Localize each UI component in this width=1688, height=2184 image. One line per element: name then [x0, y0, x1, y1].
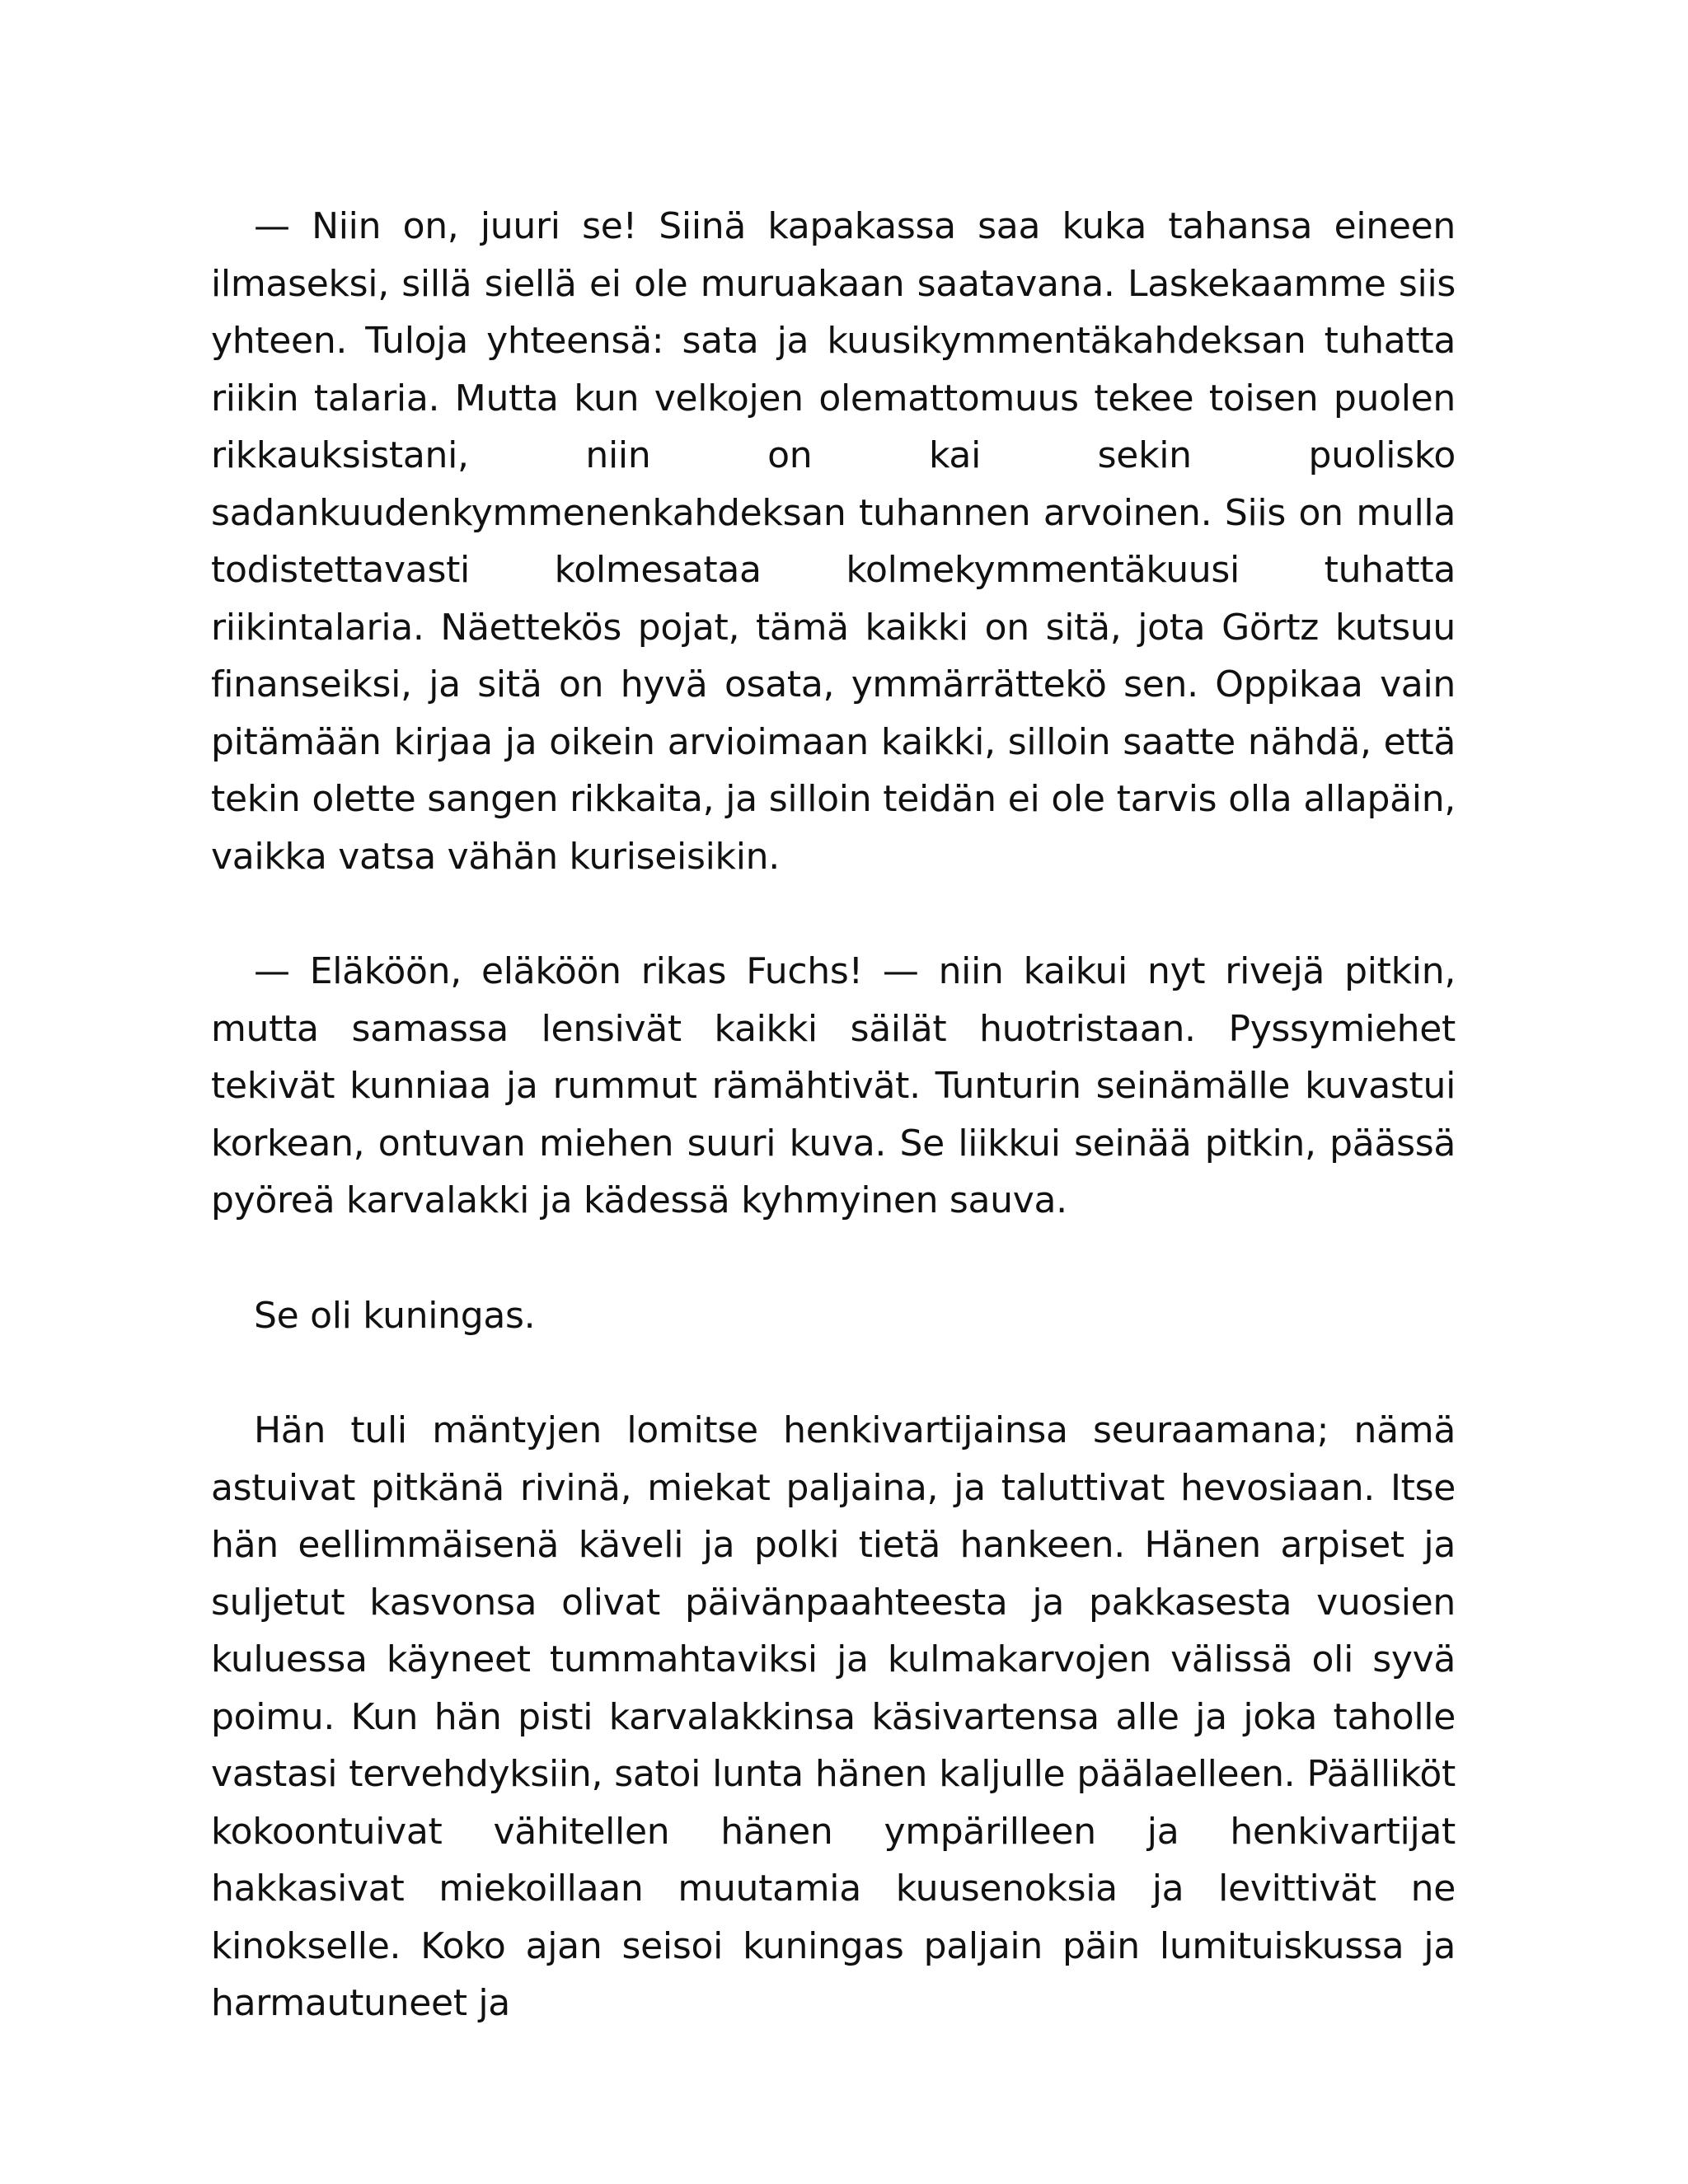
paragraph-4: Hän tuli mäntyjen lomitse henkivartijainsa seuraamana; nämä astuivat pitkänä rivinä, miekat paljaina, ja taluttivat hevosiaan. Itse hän eellimmäisenä käveli ja polki tietä hankeen. Hänen arpiset ja suljetut kasvonsa olivat päivänpaahteesta ja pakkasesta vuosien kuluessa käyneet tummahtaviksi ja kulmakarvojen välissä oli syvä poimu. Kun hän pisti karvalakkinsa käsivartensa alle ja joka taholle vastasi tervehdyksiin, satoi lunta hänen kaljulle päälaelleen. Päälliköt kokoontuivat vähitellen hänen ympärilleen ja henkivartijat hakkasivat miekoillaan muutamia kuusenoksia ja levittivät ne kinokselle. Koko ajan seisoi kuningas paljain päin lumituiskussa ja harmautuneet ja — [211, 1409, 1456, 2024]
paragraph-1: — Niin on, juuri se! Siinä kapakassa saa kuka tahansa eineen ilmaseksi, sillä siellä ei ole muruakaan saatavana. Laskekaamme siis yhteen. Tuloja yhteensä: sata ja kuusikymmentäkahdeksan tuhatta riikin talaria. Mutta kun velkojen olemattomuus tekee toisen puolen rikkauksistani, niin on kai sekin puolisko sadankuudenkymmenenkahdeksan tuhannen arvoinen. Siis on mulla todistettavasti kolmesataa kolmekymmentäkuusi tuhatta riikintalaria. Näettekös pojat, tämä kaikki on sitä, jota Görtz kutsuu finanseiksi, ja sitä on hyvä osata, ymmärrättekö sen. Oppikaa vain pitämään kirjaa ja oikein arvioimaan kaikki, silloin saatte nähdä, että tekin olette sangen rikkaita, ja silloin teidän ei ole tarvis olla allapäin, vaikka vatsa vähän kuriseisikin. — [211, 205, 1456, 878]
paragraph-2: — Eläköön, eläköön rikas Fuchs! — niin kaikui nyt rivejä pitkin, mutta samassa lensivät kaikki säilät huotristaan. Pyssymiehet tekivät kunniaa ja rummut rämähtivät. Tunturin seinämälle kuvastui korkean, ontuvan miehen suuri kuva. Se liikkui seinää pitkin, päässä pyöreä karvalakki ja kädessä kyhmyinen sauva. — [211, 950, 1456, 1221]
text-body — [211, 198, 1456, 2032]
paragraph-3: Se oli kuningas. — [254, 1294, 536, 1337]
